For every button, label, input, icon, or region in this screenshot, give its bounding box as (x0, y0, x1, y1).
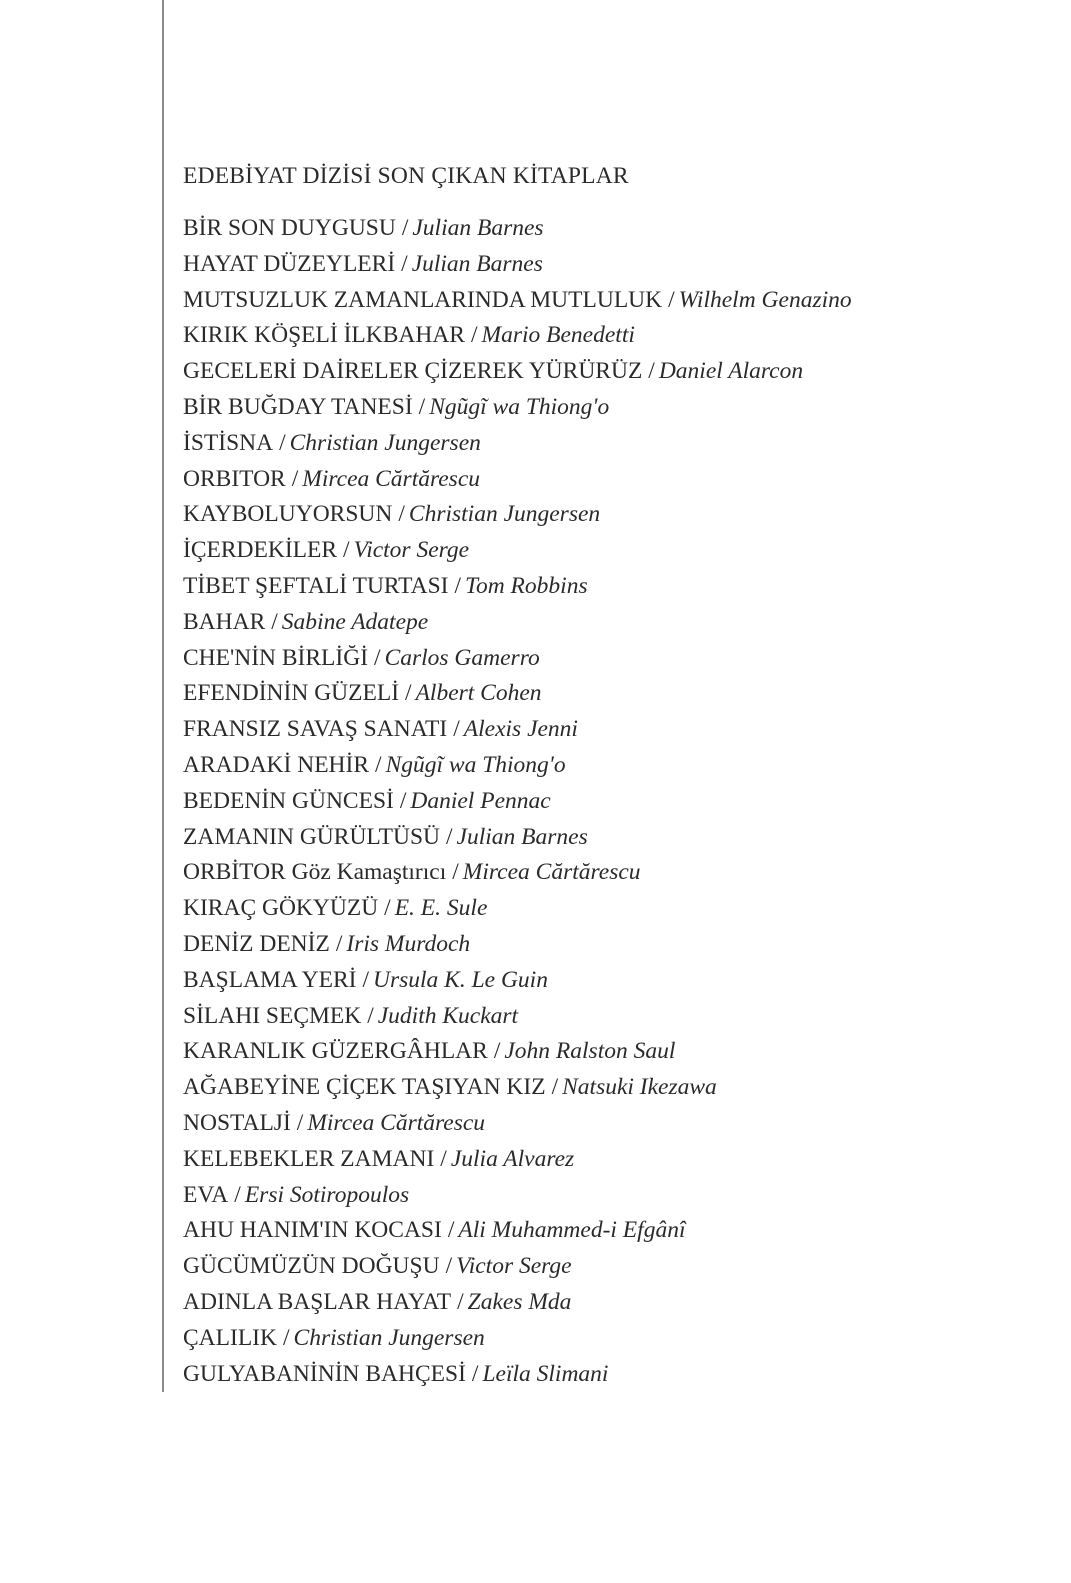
book-item (183, 999, 1043, 1035)
book-item (183, 855, 1043, 891)
title-author-separator: / (446, 823, 453, 850)
book-item (183, 891, 1043, 927)
title-author-separator: / (384, 895, 391, 922)
book-item (183, 390, 1043, 426)
book-title: KIRAÇ GÖKYÜZÜ (183, 895, 379, 922)
book-author: Victor Serge (353, 537, 470, 564)
book-item (183, 1070, 1043, 1106)
book-item (183, 318, 1043, 354)
book-list-page (183, 158, 1043, 1392)
book-title: KAYBOLUYORSUN (183, 501, 393, 528)
book-author: Judith Kuckart (377, 1002, 519, 1029)
book-title: BAŞLAMA YERİ (183, 966, 357, 993)
book-author: Ngũgĩ wa Thiong'o (429, 393, 610, 420)
book-title: SİLAHI SEÇMEK (183, 1002, 362, 1029)
book-title: GECELERİ DAİRELER ÇİZEREK YÜRÜRÜZ (183, 358, 643, 385)
title-author-separator: / (401, 215, 409, 241)
book-author: Alexis Jenni (463, 716, 578, 743)
book-item (183, 426, 1043, 462)
series-heading: EDEBİYAT DİZİSİ SON ÇIKAN KİTAPLAR (183, 163, 629, 189)
book-author: Tom Robbins (465, 572, 588, 599)
book-author: Christian Jungersen (408, 501, 601, 528)
title-author-separator: / (551, 1074, 559, 1101)
book-author: Sabine Adatepe (281, 608, 429, 635)
book-item (183, 784, 1043, 820)
title-author-separator: / (452, 859, 459, 886)
page-margin-rule (162, 0, 164, 1392)
title-author-separator: / (457, 1288, 464, 1315)
book-author: Mircea Cărtărescu (302, 465, 481, 492)
title-author-separator: / (399, 787, 407, 814)
book-author: Mario Benedetti (481, 322, 635, 349)
book-title: ADINLA BAŞLAR HAYAT (183, 1288, 452, 1315)
title-author-separator: / (405, 680, 412, 707)
book-item (183, 1321, 1043, 1357)
title-author-separator: / (279, 429, 286, 456)
book-item (183, 963, 1043, 999)
book-title: ORBİTOR Göz Kamaştırıcı (183, 859, 447, 886)
book-item (183, 1142, 1043, 1178)
book-title: HAYAT DÜZEYLERİ (183, 250, 396, 277)
book-title: ÇALILIK (183, 1324, 277, 1351)
title-author-separator: / (440, 1145, 447, 1172)
book-item (183, 748, 1043, 784)
book-title: GULYABANİNİN BAHÇESİ (183, 1360, 466, 1387)
book-title: İÇERDEKİLER (183, 537, 338, 564)
book-author: Christian Jungersen (289, 429, 481, 456)
title-author-separator: / (296, 1109, 304, 1136)
book-title: ARADAKİ NEHİR (183, 751, 370, 778)
title-author-separator: / (453, 716, 460, 743)
book-item (183, 641, 1043, 677)
book-item (183, 354, 1043, 390)
title-author-separator: / (367, 1002, 374, 1029)
book-author: Carlos Gamerro (384, 644, 540, 671)
title-author-separator: / (271, 608, 278, 635)
book-item (183, 1249, 1043, 1285)
book-item (183, 676, 1043, 712)
title-author-separator: / (471, 1360, 479, 1387)
book-title: BİR SON DUYGUSU (183, 215, 396, 241)
book-author: Leïla Slimani (482, 1360, 609, 1387)
book-author: Natsuki Ikezawa (562, 1074, 717, 1101)
book-title: BEDENİN GÜNCESİ (183, 787, 394, 814)
book-author: Victor Serge (456, 1253, 572, 1280)
book-title: BİR BUĞDAY TANESİ (183, 393, 413, 420)
title-author-separator: / (493, 1038, 501, 1065)
book-author: Mircea Cărtărescu (307, 1109, 486, 1136)
title-author-separator: / (362, 966, 369, 993)
title-author-separator: / (454, 572, 462, 599)
book-title: KIRIK KÖŞELİ İLKBAHAR (183, 322, 465, 349)
book-title: BAHAR (183, 608, 266, 635)
book-author: Julian Barnes (411, 250, 543, 277)
book-item (183, 1106, 1043, 1142)
book-author: Iris Murdoch (346, 930, 471, 957)
book-item (183, 462, 1043, 498)
book-title: NOSTALJİ (183, 1109, 291, 1136)
title-author-separator: / (470, 322, 478, 349)
book-title: ZAMANIN GÜRÜLTÜSÜ (183, 823, 440, 850)
title-author-separator: / (668, 286, 675, 313)
book-title: GÜCÜMÜZÜN DOĞUŞU (183, 1253, 440, 1280)
book-title: EFENDİNİN GÜZELİ (183, 680, 400, 707)
book-author: Daniel Alarcon (658, 358, 804, 385)
book-title: TİBET ŞEFTALİ TURTASI (183, 572, 449, 599)
book-title: CHE'NİN BİRLİĞİ (183, 644, 369, 671)
title-author-separator: / (234, 1181, 241, 1208)
book-item (183, 497, 1043, 533)
title-author-separator: / (375, 751, 382, 778)
book-title: KARANLIK GÜZERGÂHLAR (183, 1038, 488, 1065)
book-author: Julian Barnes (456, 823, 588, 850)
book-author: John Ralston Saul (504, 1038, 676, 1065)
book-item (183, 605, 1043, 641)
book-title: EVA (183, 1181, 229, 1208)
book-item (183, 927, 1043, 963)
book-title: İSTİSNA (183, 429, 274, 456)
book-item (183, 533, 1043, 569)
book-author: Ursula K. Le Guin (372, 966, 548, 993)
title-author-separator: / (335, 930, 343, 957)
book-item (183, 1034, 1043, 1070)
title-author-separator: / (648, 358, 655, 385)
book-item (183, 820, 1043, 856)
book-item (183, 569, 1043, 605)
book-author: Julia Alvarez (450, 1145, 575, 1172)
book-author: Ngũgĩ wa Thiong'o (385, 751, 566, 778)
book-item (183, 247, 1043, 283)
book-title: DENİZ DENİZ (183, 930, 330, 957)
book-title: FRANSIZ SAVAŞ SANATI (183, 716, 448, 743)
book-item (183, 1213, 1043, 1249)
book-author: Wilhelm Genazino (678, 286, 852, 313)
book-title: MUTSUZLUK ZAMANLARINDA MUTLULUK (183, 286, 663, 313)
title-author-separator: / (282, 1324, 290, 1351)
book-title: AHU HANIM'IN KOCASI (183, 1217, 442, 1244)
book-item (183, 712, 1043, 748)
book-author: Daniel Pennac (410, 787, 551, 814)
book-item (183, 1285, 1043, 1321)
title-author-separator: / (447, 1217, 455, 1244)
book-list (183, 211, 1043, 1392)
book-author: Mircea Cărtărescu (462, 859, 641, 886)
book-item (183, 1178, 1043, 1214)
book-item (183, 211, 1043, 247)
title-author-separator: / (343, 537, 350, 564)
book-author: Julian Barnes (412, 215, 544, 241)
book-title: ORBITOR (183, 465, 286, 492)
book-item (183, 283, 1043, 319)
book-title: AĞABEYİNE ÇİÇEK TAŞIYAN KIZ (183, 1074, 546, 1101)
book-author: Christian Jungersen (293, 1324, 485, 1351)
book-author: Zakes Mda (467, 1288, 572, 1315)
title-author-separator: / (291, 465, 299, 492)
book-author: E. E. Sule (394, 895, 488, 922)
book-title: KELEBEKLER ZAMANI (183, 1145, 435, 1172)
book-item (183, 1357, 1043, 1393)
book-author: Albert Cohen (415, 680, 542, 707)
title-author-separator: / (418, 393, 426, 420)
title-author-separator: / (374, 644, 381, 671)
title-author-separator: / (401, 250, 408, 277)
title-author-separator: / (445, 1253, 453, 1280)
book-author: Ersi Sotiropoulos (244, 1181, 410, 1208)
title-author-separator: / (398, 501, 405, 528)
book-author: Ali Muhammed-i Efgânî (458, 1217, 686, 1244)
